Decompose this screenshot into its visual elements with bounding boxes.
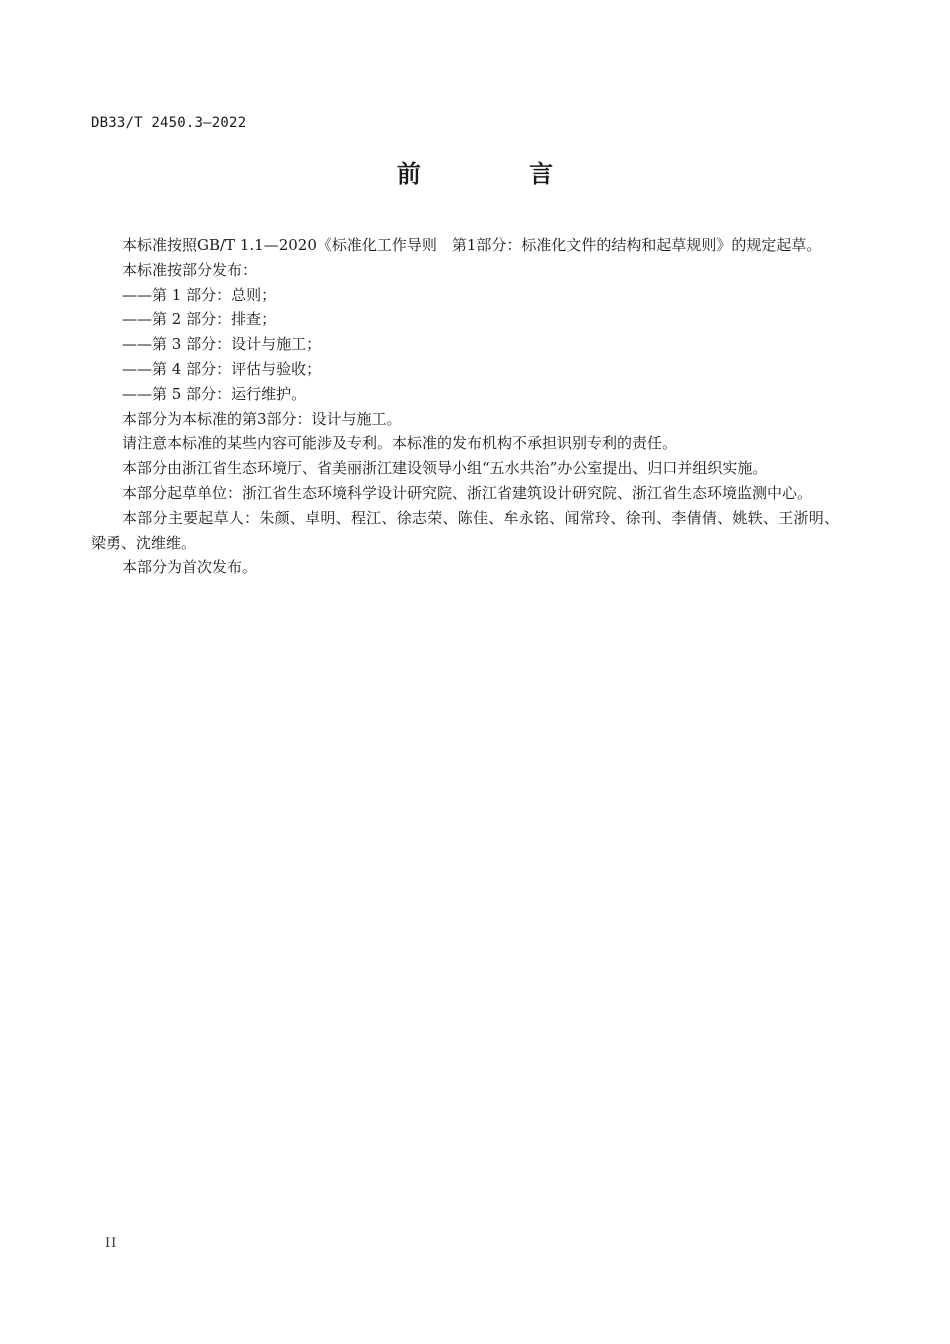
paragraph-parts-intro: 本标准按部分发布： <box>122 260 258 279</box>
paragraph-drafting-units: 本部分起草单位：浙江省生态环境科学设计研究院、浙江省建筑设计研究院、浙江省生态环境监测中心。 <box>122 483 813 502</box>
document-code: DB33/T 2450.3—2022 <box>91 115 247 131</box>
paragraph-this-part: 本部分为本标准的第3部分：设计与施工。 <box>122 409 402 428</box>
paragraph-patent-notice: 请注意本标准的某些内容可能涉及专利。本标准的发布机构不承担识别专利的责任。 <box>122 434 678 453</box>
page-number: II <box>105 1236 118 1251</box>
list-item-part-2: ——第 2 部分：排查； <box>122 310 277 329</box>
paragraph-first-release: 本部分为首次发布。 <box>122 558 258 577</box>
list-item-part-3: ——第 3 部分：设计与施工； <box>122 335 322 354</box>
page-title: 前 言 <box>396 160 604 188</box>
foreword-body <box>91 233 839 580</box>
list-item-part-4: ——第 4 部分：评估与验收； <box>122 359 322 378</box>
paragraph-proposer: 本部分由浙江省生态环境厅、省美丽浙江建设领导小组“五水共治”办公室提出、归口并组织实施。 <box>122 459 768 478</box>
paragraph-drafters: 本部分主要起草人：朱颜、卓明、程江、徐志荣、陈佳、牟永铭、闻常玲、徐刊、李倩倩、姚轶、王浙明、梁勇、沈维维。 <box>91 508 839 552</box>
list-item-part-5: ——第 5 部分：运行维护。 <box>122 384 307 403</box>
paragraph-drafting-basis: 本标准按照GB/T 1.1—2020《标准化工作导则 第1部分：标准化文件的结构和起草规则》的规定起草。 <box>122 236 822 254</box>
list-item-part-1: ——第 1 部分：总则； <box>122 285 277 304</box>
